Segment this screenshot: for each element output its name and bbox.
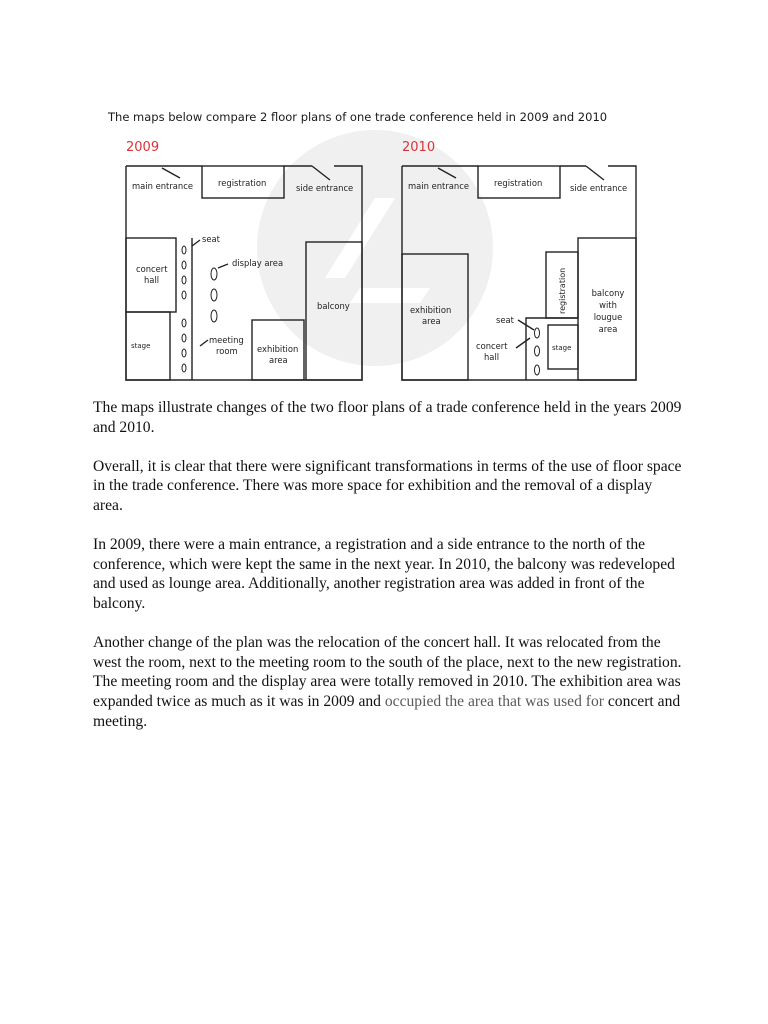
balcony-2009 [306, 242, 362, 380]
seat-label-2009: seat [202, 234, 220, 244]
balcony-label-line2-2010: with [599, 300, 617, 310]
plan-2010-year: 2010 [402, 140, 436, 155]
paragraph-relocation [93, 633, 683, 731]
paragraph-intro: The maps illustrate changes of the two floor plans of a trade conference held in the years 2009 and 2010. [93, 399, 682, 436]
area-label-2010: area [422, 316, 441, 326]
registration-label-2010: registration [494, 178, 543, 188]
main-entrance-label-2010: main entrance [408, 181, 469, 191]
plan-2010-drawing [400, 138, 662, 384]
meeting-label-2009: meeting [209, 335, 244, 345]
relocation-text-a: Another change of the plan was the relocation of the concert hall. It was relocated from the west the room, next to the meeting room to the south of the place, next to the new registration. The meeting room and the display area were totally removed in 2010. The exhibition area was expanded twice as much as it was in 2009 and [93, 634, 682, 710]
side-entrance-label-2009: side entrance [296, 183, 354, 193]
room-label-2009: room [216, 346, 238, 356]
plan-2010 [400, 138, 662, 384]
exhibition-label-2009: exhibition [257, 344, 299, 354]
stage-label-2010: stage [552, 344, 572, 352]
display-area-label-2009: display area [232, 258, 284, 268]
hall-label-2009: hall [144, 275, 160, 285]
side-entrance-label-2010: side entrance [570, 183, 628, 193]
balcony-label-2009: balcony [317, 301, 350, 311]
registration-vertical-label-2010: registration [558, 267, 567, 314]
paragraph-overview: Overall, it is clear that there were significant transformations in terms of the use of floor space in the trade conference. There was more space for exhibition and the removal of a display area. [93, 457, 682, 514]
paragraph-2009-details: In 2009, there were a main entrance, a registration and a side entrance to the north of the conference, which were kept the same in the next year. In 2010, the balcony was redeveloped and used as lounge area. Additionally, another registration area was added in front of the balcony. [93, 536, 675, 612]
main-entrance-label-2009: main entrance [132, 181, 193, 191]
stage-label-2009: stage [131, 342, 151, 350]
article-body [93, 398, 683, 751]
area-label-2009: area [269, 355, 288, 365]
exhibition-label-2010: exhibition [410, 305, 452, 315]
relocation-text-highlight: occupied the area that was used for [384, 692, 604, 710]
plan-2009-year: 2009 [126, 140, 160, 155]
registration-label-2009: registration [218, 178, 267, 188]
plan-2009-drawing [124, 138, 386, 384]
balcony-label-line3-2010: lougue [593, 312, 623, 322]
balcony-label-line4-2010: area [598, 324, 618, 334]
floor-plan-figure [100, 104, 660, 390]
seat-label-2010: seat [496, 315, 514, 325]
relocation-text-b: concert and meeting. [93, 692, 681, 730]
concert-label-2010: concert [476, 341, 508, 351]
hall-label-2010: hall [484, 352, 500, 362]
plan-2009 [124, 138, 386, 384]
balcony-label-line1-2010: balcony [591, 288, 625, 298]
figure-title: The maps below compare 2 floor plans of one trade conference held in 2009 and 2010 [108, 110, 608, 124]
concert-label-2009: concert [136, 264, 168, 274]
